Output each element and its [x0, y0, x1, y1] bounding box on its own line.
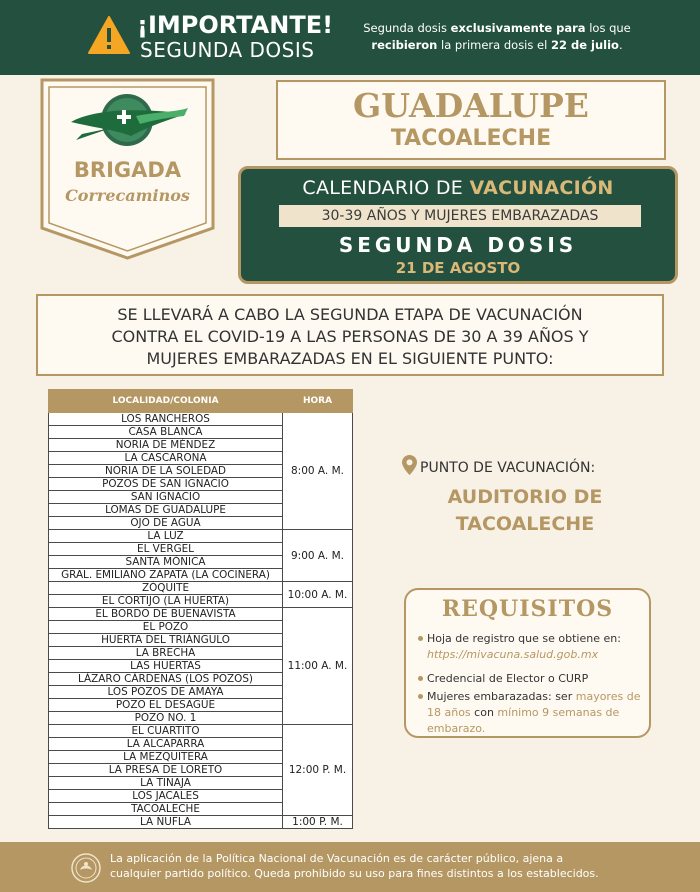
warning-icon [88, 16, 130, 54]
locality-cell: EL BORDO DE BUENAVISTA [49, 608, 283, 621]
locality-cell: NORIA DE MÉNDEZ [49, 439, 283, 452]
locality-cell: POZO EL DESAGÜE [49, 699, 283, 712]
schedule-header-row [49, 390, 353, 413]
location-subtitle: TACOALECHE [390, 126, 552, 151]
locality-cell: EL CORTIJO (LA HUERTA) [49, 595, 283, 608]
registration-link[interactable]: https://mivacuna.salud.gob.mx [427, 648, 599, 661]
message-text [38, 304, 662, 370]
locality-cell: LA MEZQUITERA [49, 751, 283, 764]
schedule-body [49, 413, 353, 829]
locality-cell: EL POZO [49, 621, 283, 634]
locality-cell: EL VERGEL [49, 543, 283, 556]
locality-cell: LÁZARO CÁRDENAS (LOS POZOS) [49, 673, 283, 686]
table-row [49, 530, 353, 543]
table-row [49, 816, 353, 829]
vaccination-point-name [410, 484, 640, 538]
calendar-group-band: 30-39 AÑOS Y MUJERES EMBARAZADAS [279, 205, 641, 227]
banner-subtitle: SEGUNDA DOSIS [140, 38, 315, 62]
message-line-3: MUJERES EMBARAZADAS EN EL SIGUIENTE PUNTO: [146, 349, 554, 368]
table-row [49, 725, 353, 738]
footer-line-2: cualquier partido político. Queda prohibido su uso para fines distintos a los establecidos. [110, 867, 599, 880]
vaccination-point-line-1: AUDITORIO DE [447, 486, 603, 508]
table-row [49, 608, 353, 621]
vaccination-point-line-2: TACOALECHE [455, 513, 595, 535]
locality-cell: SAN IGNACIO [49, 491, 283, 504]
locality-cell: TACOALECHE [49, 803, 283, 816]
hour-cell: 9:00 A. M. [283, 530, 353, 582]
hour-cell: 10:00 A. M. [283, 582, 353, 608]
hour-cell: 12:00 P. M. [283, 725, 353, 816]
locality-cell: LOS JACALES [49, 790, 283, 803]
table-row [49, 582, 353, 595]
requirements-title: REQUISITOS [441, 596, 614, 622]
hour-cell: 8:00 A. M. [283, 413, 353, 530]
hour-cell: 11:00 A. M. [283, 608, 353, 725]
locality-cell: ZÓQUITE [49, 582, 283, 595]
banner-title: ¡IMPORTANTE! [137, 11, 334, 39]
banner-note: Segunda dosis exclusivamente para los que recibieron la primera dosis el 22 de julio. [363, 21, 631, 52]
location-pin-icon [402, 455, 417, 475]
message-box [36, 294, 664, 376]
calendar-date: 21 DE AGOSTO [395, 259, 521, 277]
locality-cell: LAS HUERTAS [49, 660, 283, 673]
column-header-hour: HORA [283, 390, 353, 413]
column-header-locality: LOCALIDAD/COLONIA [49, 390, 283, 413]
requirement-item: Mujeres embarazadas: ser mayores de 18 años con mínimo 9 semanas de embarazo. [418, 689, 643, 737]
calendar-title: CALENDARIO DE VACUNACIÓN [302, 177, 614, 199]
footer-text [110, 851, 670, 881]
locality-cell: OJO DE AGUA [49, 517, 283, 530]
brand-name: BRIGADA [73, 158, 182, 182]
locality-cell: GRAL. EMILIANO ZAPATA (LA COCINERA) [49, 569, 283, 582]
locality-cell: LA TINAJA [49, 777, 283, 790]
locality-cell: HUERTA DEL TRIÁNGULO [49, 634, 283, 647]
calendar-dose: SEGUNDA DOSIS [338, 233, 578, 257]
locality-cell: EL CUARTITO [49, 725, 283, 738]
requirement-item: Credencial de Elector o CURP [418, 671, 643, 687]
locality-cell: LA PRESA DE LORETO [49, 764, 283, 777]
message-line-1: SE LLEVARÁ A CABO LA SEGUNDA ETAPA DE VACUNACIÓN [117, 305, 583, 324]
requirements-box [404, 588, 651, 738]
locality-cell: LA ÑUFLA [49, 816, 283, 829]
locality-cell: POZO NO. 1 [49, 712, 283, 725]
locality-cell: LA BRECHA [49, 647, 283, 660]
locality-cell: LA CASCARONA [49, 452, 283, 465]
locality-cell: SANTA MÓNICA [49, 556, 283, 569]
locality-cell: LOS RANCHEROS [49, 413, 283, 426]
hour-cell: 1:00 P. M. [283, 816, 353, 829]
calendar-box [238, 166, 678, 284]
locality-cell: LA ALCAPARRA [49, 738, 283, 751]
location-title: GUADALUPE [353, 86, 589, 125]
brand-subname: Correcaminos [65, 186, 190, 205]
vaccination-point-label: PUNTO DE VACUNACIÓN: [420, 460, 596, 476]
table-row [49, 413, 353, 426]
schedule-table [48, 389, 353, 829]
footer-line-1: La aplicación de la Política Nacional de Vacunación es de carácter público, ajena a [110, 852, 564, 865]
locality-cell: LOMAS DE GUADALUPE [49, 504, 283, 517]
message-line-2: CONTRA EL COVID-19 A LAS PERSONAS DE 30 A 39 AÑOS Y [111, 327, 589, 346]
government-seal-icon [70, 852, 102, 884]
requirement-item: Hoja de registro que se obtiene en: https://mivacuna.salud.gob.mx [418, 631, 643, 663]
locality-cell: CASA BLANCA [49, 426, 283, 439]
locality-cell: POZOS DE SAN IGNACIO [49, 478, 283, 491]
location-title-box [276, 80, 666, 160]
locality-cell: LOS POZOS DE AMAYA [49, 686, 283, 699]
locality-cell: NORIA DE LA SOLEDAD [49, 465, 283, 478]
locality-cell: LA LUZ [49, 530, 283, 543]
